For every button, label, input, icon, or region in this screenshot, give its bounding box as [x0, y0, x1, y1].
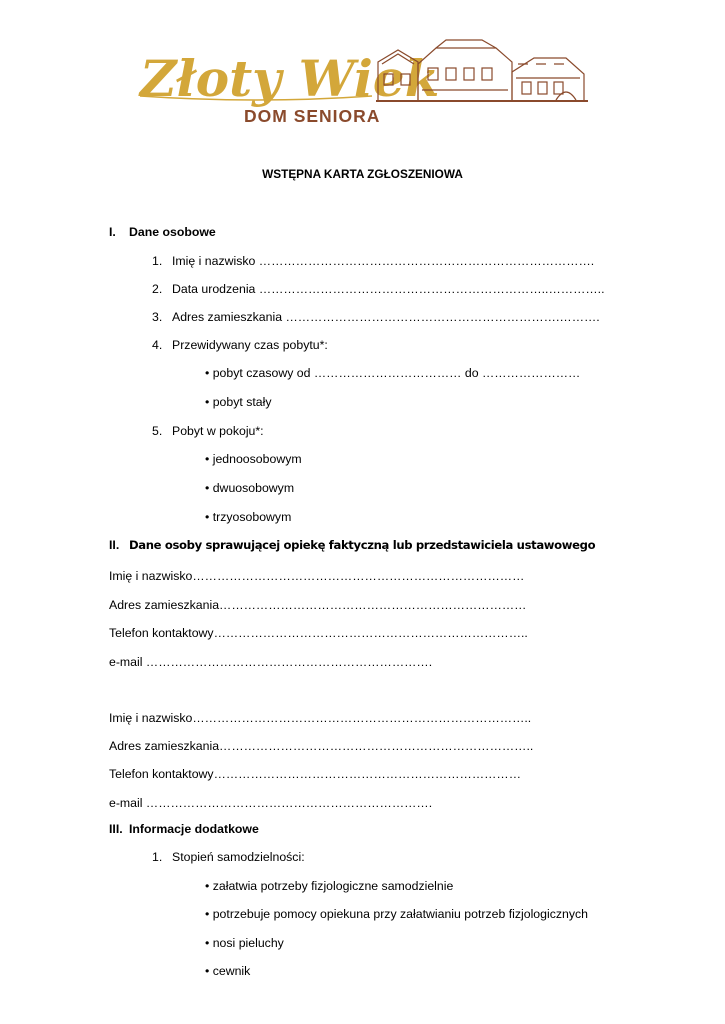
- field-birth-date: Data urodzenia ……………………………………………………………..…………..: [172, 282, 605, 296]
- guardian-2-address: Adres zamieszkania…………………………………………………………………..: [109, 739, 534, 753]
- page-title: WSTĘPNA KARTA ZGŁOSZENIOWA: [262, 167, 463, 181]
- guardian-2-email: e-mail …………………………………………………………….: [109, 796, 433, 810]
- option-diapers: • nosi pieluchy: [205, 936, 284, 950]
- section-title: Dane osobowe: [129, 225, 216, 239]
- section-numeral: II.: [109, 538, 120, 552]
- item-number: 1.: [152, 254, 163, 268]
- item-number: 2.: [152, 282, 163, 296]
- item-number: 1.: [152, 850, 163, 864]
- item-number: 4.: [152, 338, 163, 352]
- option-temporary-stay: • pobyt czasowy od ……………………………… do ……………………: [205, 366, 581, 380]
- option-permanent-stay: • pobyt stały: [205, 395, 272, 409]
- section-title: Dane osoby sprawującej opiekę faktyczną lub przedstawiciela ustawowego: [129, 538, 596, 552]
- guardian-2-name: Imię i nazwisko………………………………………………………………………..: [109, 711, 532, 725]
- option-independent: • załatwia potrzeby fizjologiczne samodzielnie: [205, 879, 454, 893]
- logo-graphic: [136, 34, 590, 126]
- item-number: 5.: [152, 424, 163, 438]
- section-numeral: III.: [109, 822, 123, 836]
- option-triple-room: • trzyosobowym: [205, 510, 292, 524]
- item-number: 3.: [152, 310, 163, 324]
- guardian-2-phone: Telefon kontaktowy…………………………………………………………………: [109, 767, 522, 781]
- logo-subtitle: DOM SENIORA: [244, 106, 381, 126]
- section-title: Informacje dodatkowe: [129, 822, 259, 836]
- option-needs-assistance: • potrzebuje pomocy opiekuna przy załatwianiu potrzeb fizjologicznych: [205, 907, 588, 921]
- section-numeral: I.: [109, 225, 116, 239]
- option-catheter: • cewnik: [205, 964, 251, 978]
- guardian-1-email: e-mail …………………………………………………………….: [109, 655, 433, 669]
- field-stay-duration: Przewidywany czas pobytu*:: [172, 338, 328, 352]
- field-address: Adres zamieszkania ………………………………………………………….……….: [172, 310, 600, 324]
- field-independence-level: Stopień samodzielności:: [172, 850, 305, 864]
- guardian-1-phone: Telefon kontaktowy…………………………………………………………………..: [109, 626, 528, 640]
- guardian-1-address: Adres zamieszkania…………………………………………………………………: [109, 598, 527, 612]
- option-double-room: • dwuosobowym: [205, 481, 295, 495]
- option-single-room: • jednoosobowym: [205, 452, 302, 466]
- logo: [136, 34, 590, 126]
- field-room-type: Pobyt w pokoju*:: [172, 424, 264, 438]
- field-full-name: Imię i nazwisko ……………………………………………………………………….: [172, 254, 595, 268]
- guardian-1-name: Imię i nazwisko………………………………………………………………………: [109, 569, 525, 583]
- logo-script-text: Złoty Wiek: [140, 49, 440, 108]
